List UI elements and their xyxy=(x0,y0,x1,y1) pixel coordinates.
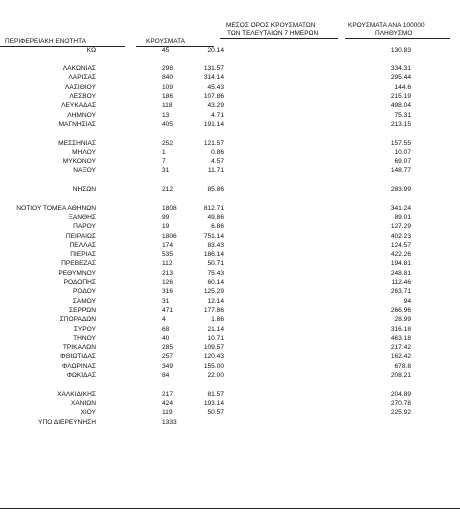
header-avg-line1: ΜΕΣΟΣ ΟΡΟΣ ΚΡΟΥΣΜΑΤΩΝ xyxy=(226,22,316,29)
region-cell: ΛΑΡΙΣΑΣ xyxy=(68,74,96,82)
cases-cell: 349 xyxy=(162,362,174,370)
table-row xyxy=(0,194,460,203)
per-100k-cell: 248.81 xyxy=(390,269,411,277)
region-cell: ΣΥΡΟΥ xyxy=(73,325,96,333)
cases-cell: 19 xyxy=(162,223,170,231)
per-100k-cell: 112.46 xyxy=(391,279,411,286)
cases-cell: 112 xyxy=(162,260,173,268)
table-row xyxy=(0,362,460,371)
avg-7day-cell: 0.86 xyxy=(211,148,224,156)
cases-cell: 31 xyxy=(162,167,170,175)
cases-cell: 424 xyxy=(162,399,174,407)
avg-7day-cell: 193.14 xyxy=(203,399,224,407)
region-cell: ΠΡΕΒΕΖΑΣ xyxy=(61,260,96,268)
table-row xyxy=(0,204,460,213)
per-100k-cell: 10.07 xyxy=(394,148,411,156)
table-row xyxy=(0,166,460,175)
table-row xyxy=(0,278,460,287)
per-100k-cell: 270.78 xyxy=(390,399,411,407)
cases-cell: 40 xyxy=(162,334,170,342)
region-cell: ΛΕΥΚΑΔΑΣ xyxy=(61,102,96,110)
region-cell: ΠΑΡΟΥ xyxy=(73,223,96,231)
region-cell: ΞΑΝΘΗΣ xyxy=(68,213,96,221)
region-cell: ΥΠΟ ΔΙΕΡΕΥΝΗΣΗ xyxy=(38,418,96,426)
avg-7day-cell: 45.43 xyxy=(207,83,224,91)
table-row xyxy=(0,139,460,148)
region-cell: ΧΑΛΚΙΔΙΚΗΣ xyxy=(57,390,96,398)
region-cell: ΦΘΙΩΤΙΔΑΣ xyxy=(60,353,96,361)
table-row xyxy=(0,250,460,259)
region-cell: ΣΕΡΡΩΝ xyxy=(69,306,96,314)
cases-cell: 45 xyxy=(162,46,170,54)
cases-cell: 217 xyxy=(162,390,174,398)
per-100k-cell: 148.77 xyxy=(390,167,411,175)
avg-7day-cell: 751.14 xyxy=(203,232,224,240)
per-100k-cell: 334.31 xyxy=(390,65,411,73)
per-100k-cell: 498.04 xyxy=(390,102,411,110)
cases-cell: 252 xyxy=(162,139,174,147)
cases-cell: 1806 xyxy=(162,232,177,240)
cases-cell: 7 xyxy=(162,158,166,166)
table-row xyxy=(0,287,460,296)
header-avg-line2: ΤΩΝ ΤΕΛΕΥΤΑΙΩΝ 7 ΗΜΕΡΩΝ xyxy=(227,30,319,37)
cases-cell: 4 xyxy=(162,316,166,324)
avg-7day-cell: 10.71 xyxy=(207,334,224,342)
per-100k-cell: 194.81 xyxy=(390,260,411,268)
per-100k-cell: 28.99 xyxy=(394,316,411,324)
region-cell: ΠΕΛΛΑΣ xyxy=(69,241,96,249)
cases-cell: 1 xyxy=(162,148,166,156)
avg-7day-cell: 81.57 xyxy=(207,390,224,398)
region-cell: ΡΟΔΟΥ xyxy=(73,288,96,296)
table-row xyxy=(0,380,460,389)
table-row xyxy=(0,73,460,82)
per-100k-cell: 463.18 xyxy=(390,334,411,342)
table-row xyxy=(0,352,460,361)
avg-7day-cell: 85.86 xyxy=(207,186,224,193)
region-cell: ΛΑΚΩΝΙΑΣ xyxy=(62,65,96,73)
table-row xyxy=(0,55,460,64)
avg-7day-cell: 107.86 xyxy=(203,93,224,100)
avg-7day-cell: 22.00 xyxy=(207,372,224,379)
region-cell: ΝΗΣΩΝ xyxy=(72,186,96,193)
per-100k-cell: 283.99 xyxy=(390,186,411,193)
table-row xyxy=(0,315,460,324)
avg-7day-cell: 83.43 xyxy=(207,241,224,249)
region-cell: ΣΑΜΟΥ xyxy=(72,297,96,305)
per-100k-cell: 215.19 xyxy=(390,93,411,100)
cases-cell: 535 xyxy=(162,251,174,259)
region-cell: ΝΑΞΟΥ xyxy=(73,167,96,175)
table-row xyxy=(0,176,460,185)
avg-7day-cell: 191.14 xyxy=(203,120,224,128)
per-100k-cell: 124.57 xyxy=(390,241,411,249)
region-cell: ΛΗΜΝΟΥ xyxy=(67,111,96,119)
table-row xyxy=(0,157,460,166)
region-cell: ΜΕΣΣΗΝΙΑΣ xyxy=(58,139,96,147)
table-row xyxy=(0,325,460,334)
cases-cell: 1333 xyxy=(162,418,177,426)
per-100k-cell: 144.6 xyxy=(394,83,411,91)
per-100k-cell: 422.26 xyxy=(390,251,411,259)
avg-7day-cell: 1.86 xyxy=(211,316,224,324)
cases-cell: 84 xyxy=(162,372,170,379)
table-row xyxy=(0,101,460,110)
avg-7day-cell: 155.00 xyxy=(203,362,224,370)
cases-cell: 126 xyxy=(162,279,174,286)
table-row xyxy=(0,111,460,120)
table-row xyxy=(0,241,460,250)
region-cell: ΚΩ xyxy=(86,46,96,54)
region-cell: ΝΟΤΙΟΥ ΤΟΜΕΑ ΑΘΗΝΩΝ xyxy=(16,204,96,212)
table-row xyxy=(0,418,460,427)
region-cell: ΡΕΘΥΜΝΟΥ xyxy=(58,269,96,277)
table-row xyxy=(0,297,460,306)
cases-cell: 840 xyxy=(162,74,174,82)
region-cell: ΧΙΟΥ xyxy=(80,409,96,417)
per-100k-cell: 678.8 xyxy=(394,362,411,370)
header-underline-avg xyxy=(220,38,338,39)
per-100k-cell: 69.07 xyxy=(394,158,411,166)
region-cell: ΛΑΣΙΘΙΟΥ xyxy=(65,83,96,91)
region-cell: ΤΡΙΚΑΛΩΝ xyxy=(62,344,96,352)
per-100k-cell: 130.83 xyxy=(390,46,411,54)
table-row xyxy=(0,129,460,138)
per-100k-cell: 217.42 xyxy=(390,344,411,352)
table-row xyxy=(0,46,460,55)
per-100k-cell: 94 xyxy=(403,297,411,305)
avg-7day-cell: 812.71 xyxy=(203,204,224,212)
header-region: ΠΕΡΙΦΕΡΕΙΑΚΗ ΕΝΟΤΗΤΑ xyxy=(5,38,86,45)
per-100k-cell: 316.18 xyxy=(390,325,411,333)
region-cell: ΠΕΙΡΑΙΩΣ xyxy=(65,232,96,240)
cases-cell: 298 xyxy=(162,65,174,73)
per-100k-cell: 263.71 xyxy=(390,288,411,296)
table-row xyxy=(0,390,460,399)
cases-cell: 99 xyxy=(162,213,170,221)
avg-7day-cell: 314.14 xyxy=(203,74,224,82)
avg-7day-cell: 177.86 xyxy=(203,306,224,314)
region-cell: ΜΗΛΟΥ xyxy=(72,148,96,156)
cases-cell: 257 xyxy=(162,353,174,361)
table-row xyxy=(0,185,460,194)
cases-cell: 119 xyxy=(162,409,173,417)
per-100k-cell: 89.01 xyxy=(394,213,411,221)
header-cases: ΚΡΟΥΣΜΑΤΑ xyxy=(146,38,185,45)
per-100k-cell: 157.55 xyxy=(390,139,411,147)
cases-cell: 212 xyxy=(162,186,174,193)
table-row xyxy=(0,269,460,278)
table-row xyxy=(0,306,460,315)
region-cell: ΣΠΟΡΑΔΩΝ xyxy=(59,316,96,324)
table-row xyxy=(0,120,460,129)
avg-7day-cell: 186.14 xyxy=(203,251,224,259)
region-cell: ΦΛΩΡΙΝΑΣ xyxy=(61,362,96,370)
table-row xyxy=(0,64,460,73)
per-100k-cell: 204.89 xyxy=(390,390,411,398)
avg-7day-cell: 6.86 xyxy=(211,223,224,231)
region-cell: ΜΥΚΟΝΟΥ xyxy=(62,158,96,166)
avg-7day-cell: 21.14 xyxy=(207,325,224,333)
per-100k-cell: 402.23 xyxy=(390,232,411,240)
avg-7day-cell: 75.43 xyxy=(207,269,224,277)
per-100k-cell: 225.92 xyxy=(390,409,411,417)
region-cell: ΡΟΔΟΠΗΣ xyxy=(63,279,96,286)
cases-cell: 31 xyxy=(162,297,170,305)
avg-7day-cell: 49.86 xyxy=(207,213,224,221)
table-bottom-rule xyxy=(0,508,460,509)
per-100k-cell: 162.42 xyxy=(390,353,411,361)
table-row xyxy=(0,222,460,231)
cases-cell: 68 xyxy=(162,325,170,333)
table-row xyxy=(0,148,460,157)
per-100k-cell: 266.96 xyxy=(390,306,411,314)
table-row xyxy=(0,399,460,408)
region-cell: ΤΗΝΟΥ xyxy=(73,334,96,342)
table-row xyxy=(0,408,460,417)
region-cell: ΠΙΕΡΙΑΣ xyxy=(70,251,96,259)
region-cell: ΜΑΓΝΗΣΙΑΣ xyxy=(58,120,96,128)
cases-cell: 285 xyxy=(162,344,174,352)
cases-cell: 109 xyxy=(162,83,174,91)
per-100k-cell: 127.29 xyxy=(390,223,411,231)
avg-7day-cell: 50.57 xyxy=(207,409,224,417)
per-100k-cell: 295.44 xyxy=(390,74,411,82)
cases-cell: 213 xyxy=(162,269,174,277)
cases-cell: 405 xyxy=(162,120,174,128)
avg-7day-cell: 50.71 xyxy=(207,260,224,268)
avg-7day-cell: 125.29 xyxy=(203,288,224,296)
header-underline-per xyxy=(345,38,450,39)
table-row xyxy=(0,92,460,101)
table-row xyxy=(0,213,460,222)
cases-cell: 1808 xyxy=(162,204,177,212)
avg-7day-cell: 43.29 xyxy=(207,102,224,110)
table-row xyxy=(0,343,460,352)
table-row xyxy=(0,371,460,380)
avg-7day-cell: 12.14 xyxy=(207,297,224,305)
region-cell: ΦΩΚΙΔΑΣ xyxy=(66,372,96,379)
per-100k-cell: 341.24 xyxy=(390,204,411,212)
cases-cell: 186 xyxy=(162,93,174,100)
table-row xyxy=(0,334,460,343)
header-per-line1: ΚΡΟΥΣΜΑΤΑ ΑΝΑ 100000 xyxy=(348,22,425,29)
per-100k-cell: 208.21 xyxy=(390,372,411,379)
cases-cell: 174 xyxy=(162,241,174,249)
avg-7day-cell: 121.57 xyxy=(203,139,224,147)
avg-7day-cell: 131.57 xyxy=(203,65,224,73)
per-100k-cell: 75.31 xyxy=(394,111,411,119)
avg-7day-cell: 20.14 xyxy=(207,46,224,54)
table-row xyxy=(0,232,460,241)
header-per-line2: ΠΛΗΘΥΣΜΟ xyxy=(375,30,413,37)
avg-7day-cell: 4.57 xyxy=(211,158,224,166)
avg-7day-cell: 109.57 xyxy=(203,344,224,352)
avg-7day-cell: 120.43 xyxy=(203,353,224,361)
cases-cell: 316 xyxy=(162,288,174,296)
avg-7day-cell: 4.71 xyxy=(211,111,224,119)
avg-7day-cell: 60.14 xyxy=(207,279,224,286)
cases-cell: 471 xyxy=(162,306,174,314)
table-row xyxy=(0,259,460,268)
per-100k-cell: 213.15 xyxy=(390,120,411,128)
cases-cell: 13 xyxy=(162,111,170,119)
region-cell: ΛΕΣΒΟΥ xyxy=(69,93,96,100)
region-cell: ΧΑΝΙΩΝ xyxy=(70,399,96,407)
table-row xyxy=(0,83,460,92)
cases-cell: 118 xyxy=(162,102,173,110)
avg-7day-cell: 11.71 xyxy=(207,167,224,175)
